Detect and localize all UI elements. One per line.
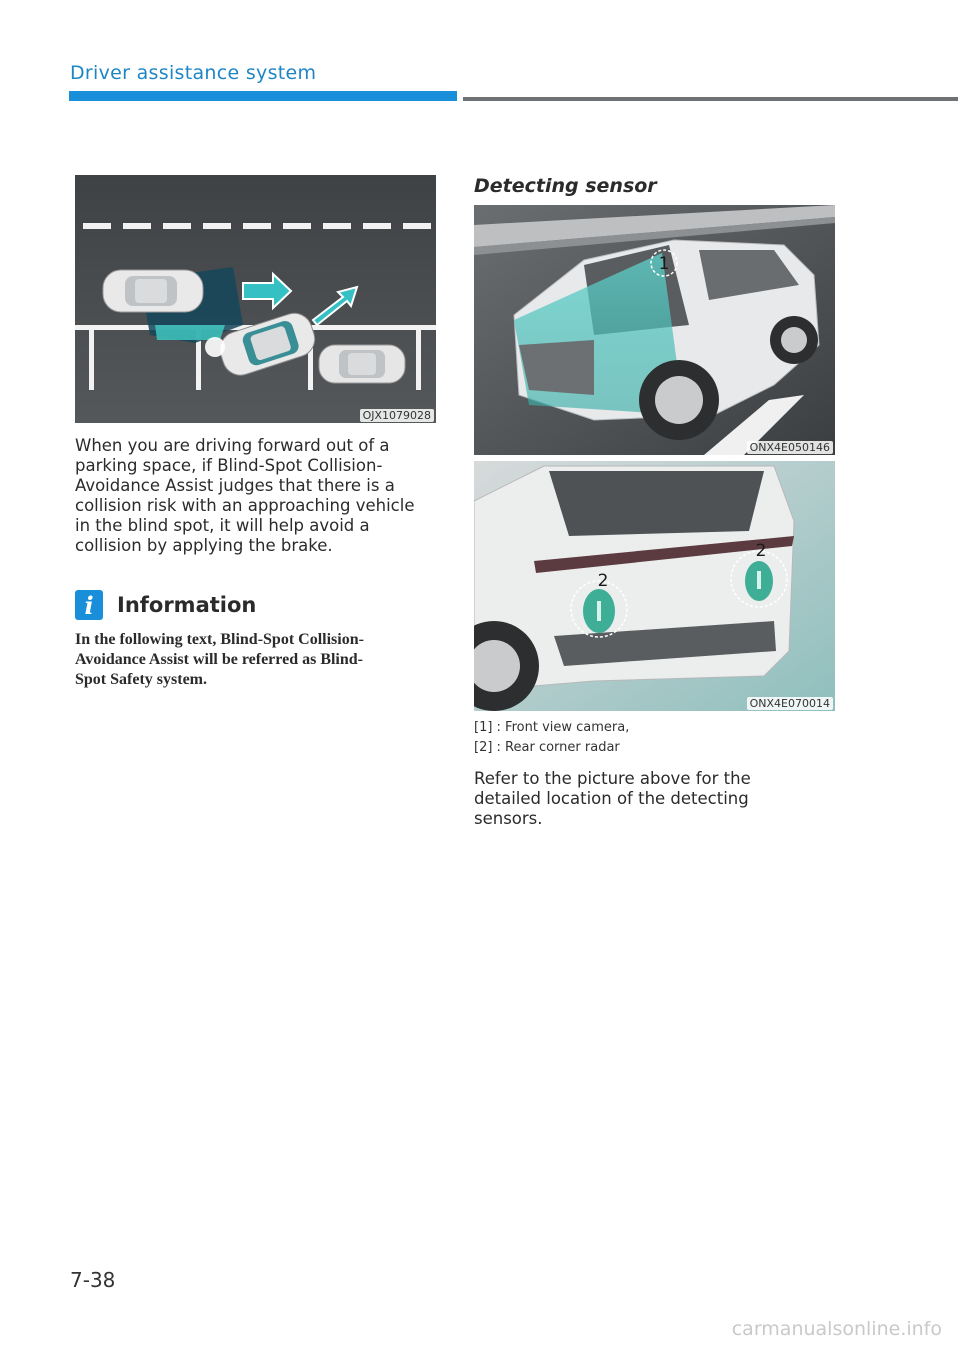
info-icon: i [75,590,103,620]
page-number: 7-38 [70,1268,116,1292]
text-line: Spot Safety system. [75,671,207,688]
watermark: carmanualsonline.info [731,1318,942,1340]
figure-code: ONX4E070014 [747,697,833,710]
parking-scene-drawing [75,175,436,423]
legend-rear-radar: [2] : Rear corner radar [474,740,620,755]
legend-front-camera: [1] : Front view camera, [474,720,630,735]
radar-marker-left: 2 [597,571,609,591]
figure-code: ONX4E050146 [747,441,833,454]
text-line: Avoidance Assist will be referred as Blind- [75,651,363,668]
text-line: Avoidance Assist judges that there is a [75,476,395,495]
text-line: parking space, if Blind-Spot Collision- [75,456,383,475]
text-line: Refer to the picture above for the [474,769,751,788]
parking-blind-spot-illustration [75,175,436,423]
text-line: When you are driving forward out of a [75,436,390,455]
front-camera-illustration [474,205,835,455]
rear-radar-illustration [474,461,835,711]
header-accent-bar [69,91,457,101]
camera-marker: 1 [658,254,670,274]
front-suv-drawing [474,205,835,455]
header-divider-bar [463,97,958,101]
figure-code: OJX1079028 [360,409,434,422]
text-line: detailed location of the detecting [474,789,749,808]
sensor-paragraph [474,769,834,829]
text-line: sensors. [474,809,543,828]
text-line: In the following text, Blind-Spot Collision- [75,631,364,648]
information-title: Information [117,593,257,617]
radar-marker-right: 2 [755,541,767,561]
information-heading [75,590,256,620]
intro-paragraph [75,436,445,556]
section-heading: Detecting sensor [474,175,657,197]
section-header-title: Driver assistance system [70,62,317,84]
information-note [75,630,443,690]
text-line: collision risk with an approaching vehicle [75,496,415,515]
text-line: in the blind spot, it will help avoid a [75,516,370,535]
text-line: collision by applying the brake. [75,536,333,555]
rear-suv-drawing [474,461,835,711]
